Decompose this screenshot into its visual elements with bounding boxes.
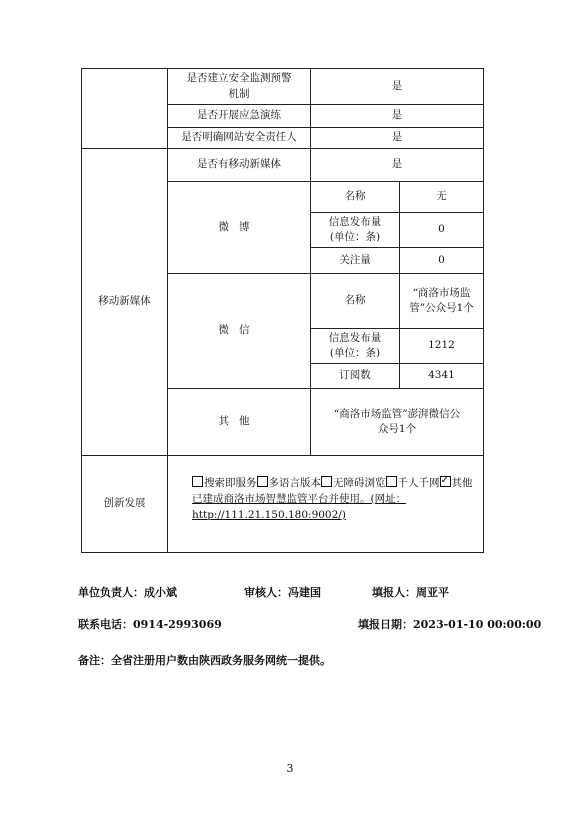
weixin-name-label: 名称 (311, 274, 400, 329)
weixin-publish-label: 信息发布量(单位：条) (311, 329, 400, 364)
security-responsible-label: 是否明确网站安全责任人 (168, 128, 311, 149)
report-table-wrapper (81, 68, 484, 553)
table-row (82, 456, 484, 553)
innovation-option: 多语言版本 (257, 477, 322, 489)
weibo-follow-value: 0 (400, 248, 484, 274)
remark: 备注：全省注册用户数由陕西政务服务网统一提供。 (78, 654, 331, 667)
weibo-publish-value: 0 (400, 213, 484, 248)
weibo-publish-label: 信息发布量(单位：条) (311, 213, 400, 248)
weibo-name-label: 名称 (311, 182, 400, 213)
innovation-option: 无障碍浏览 (321, 477, 386, 489)
innovation-option: 搜索即服务 (192, 477, 257, 489)
mobile-media-section-label: 移动新媒体 (82, 149, 168, 456)
weibo-label: 微博 (168, 182, 311, 274)
checkbox-icon (192, 476, 203, 487)
other-media-label: 其他 (168, 389, 311, 456)
reviewer: 审核人：冯建国 (244, 586, 321, 599)
other-media-value: “商洛市场监管”澎湃微信公众号1个 (311, 389, 484, 456)
security-responsible-value: 是 (311, 128, 484, 149)
weixin-subscribe-value: 4341 (400, 364, 484, 389)
checkbox-icon (386, 476, 397, 487)
weixin-publish-value: 1212 (400, 329, 484, 364)
weixin-label: 微信 (168, 274, 311, 389)
table-row (82, 149, 484, 182)
report-table (81, 68, 484, 553)
innovation-option: 千人千网 (386, 477, 440, 489)
filler: 填报人：周亚平 (372, 586, 449, 599)
weixin-name-value: “商洛市场监管”公众号1个 (400, 274, 484, 329)
checkbox-icon (257, 476, 268, 487)
has-mobile-media-value: 是 (311, 149, 484, 182)
emergency-drill-label: 是否开展应急演练 (168, 105, 311, 128)
contact-phone: 联系电话：0914-2993069 (78, 618, 222, 631)
innovation-note: 已建成商洛市场智慧监管平台并使用。(网址：http://111.21.150.180:9002/) (192, 492, 407, 521)
has-mobile-media-label: 是否有移动新媒体 (168, 149, 311, 182)
innovation-section-label: 创新发展 (82, 456, 168, 553)
warning-mechanism-label: 是否建立安全监测预警机制 (168, 69, 311, 105)
empty-section-cell (82, 69, 168, 149)
checked-checkbox-icon (440, 476, 451, 487)
page-number: 3 (286, 762, 294, 775)
innovation-option: ✓ 其他 (440, 477, 473, 489)
weibo-follow-label: 关注量 (311, 248, 400, 274)
checkbox-icon (321, 476, 332, 487)
weibo-name-value: 无 (400, 182, 484, 213)
innovation-content (168, 456, 484, 553)
weixin-subscribe-label: 订阅数 (311, 364, 400, 389)
table-row (82, 69, 484, 105)
emergency-drill-value: 是 (311, 105, 484, 128)
unit-head: 单位负责人：成小斌 (78, 586, 177, 599)
fill-date: 填报日期：2023-01-10 00:00:00 (358, 618, 542, 631)
warning-mechanism-value: 是 (311, 69, 484, 105)
